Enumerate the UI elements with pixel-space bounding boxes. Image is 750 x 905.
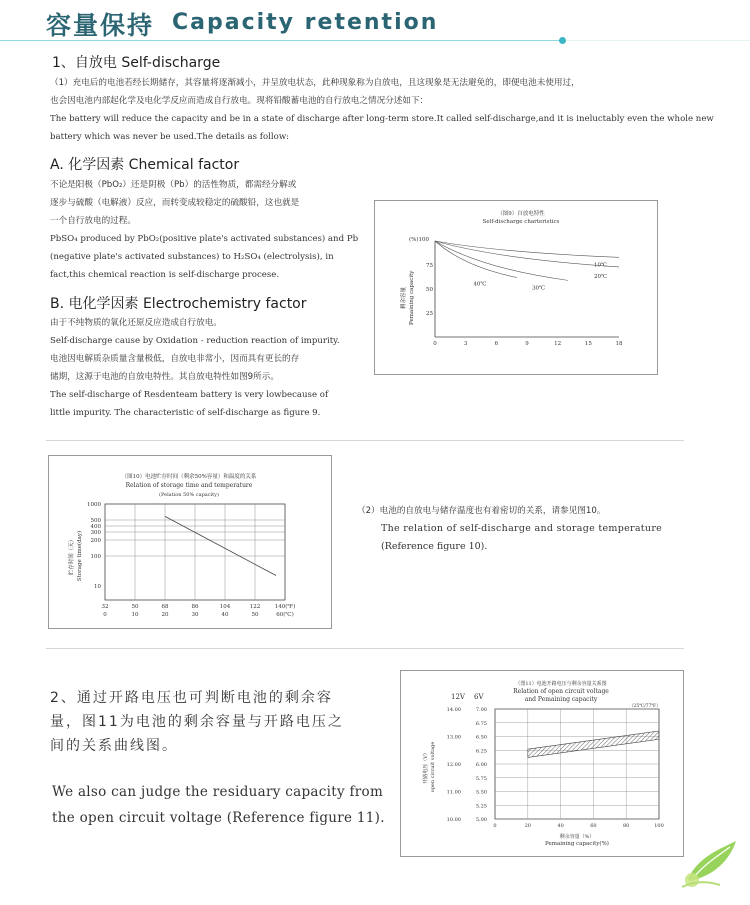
figure11-y-tick-12v: 10.00 [446, 817, 461, 823]
sectionB-line: little impurity. The characteristic of self-discharge as figure 9. [50, 408, 321, 418]
figure11-y-tick-6v: 5.75 [475, 775, 487, 782]
figure10-x-tick-c: 20 [161, 612, 169, 618]
sectionA-line: 逐步与硫酸（电解液）反应，而转变成较稳定的硫酸铅，这也就是 [50, 198, 300, 208]
figure9-title-cn: （图9）自放电特性 [497, 211, 545, 217]
figure10-y-tick-label: 10 [94, 584, 101, 590]
figure10-x-tick-c: 30 [191, 612, 199, 618]
figure11-y-tick-6v: 6.00 [475, 762, 487, 768]
figure10-y-tick-label: 100 [90, 554, 101, 560]
page-title-en: Capacity retention [172, 10, 439, 35]
figure9-ylabel-en: Pemaining capacity [409, 270, 415, 325]
figure10-title-cn: （图10）电池贮存时间（剩余50%容量）和温度的关系 [121, 474, 257, 480]
figure10-series-line [165, 516, 276, 575]
figure9-x-tick-label: 12 [554, 341, 562, 347]
section2-line: (Reference figure 10). [381, 541, 488, 552]
figure11-y-tick-6v: 6.25 [475, 748, 487, 755]
figure11-y-tick-6v: 6.50 [475, 734, 487, 741]
figure11-y-tick-6v: 5.50 [475, 789, 487, 796]
figure11-x-tick-label: 20 [524, 823, 531, 829]
section3-en-line: We also can judge the residuary capacity from [52, 784, 384, 800]
section3-en-line: the open circuit voltage (Reference figure 11). [52, 810, 385, 826]
sectionA-body [50, 176, 359, 284]
figure11-x-tick-label: 0 [493, 823, 497, 829]
section3-cn [50, 686, 370, 758]
figure10-y-tick-label: 300 [90, 530, 101, 536]
sectionA-line: 不论是阳极（PbO₂）还是阴极（Pb）的活性物质，都需经分解或 [50, 180, 297, 190]
sectionB-line: 电池因电解质杂质量含量极低，自放电非常小，因而具有更长的存 [50, 354, 300, 364]
figure11-x-tick-label: 100 [654, 823, 664, 829]
figure11-y-tick-6v: 5.25 [475, 803, 487, 810]
figure9-series-line [435, 241, 517, 277]
figure11-chart [400, 670, 684, 857]
header-rule [0, 40, 560, 41]
section-heading-chemical: A. 化学因素 Chemical factor [50, 157, 240, 173]
figure10-x-tick-f: 122 [249, 604, 261, 610]
sectionB-line: The self-discharge of Resdenteam battery is very lowbecause of [50, 390, 329, 400]
figure10-x-tick-c: 40 [221, 612, 229, 618]
figure9-x-tick-label: 6 [494, 341, 499, 347]
sectionA-line: PbSO₄ produced by PbO₂(positive plate's activated substances) and Pb [50, 234, 359, 244]
figure10-x-tick-c: 50 [251, 612, 259, 618]
figure11-title-cn: （图11）电池开路电压与剩余容量关系图 [515, 681, 607, 687]
figure11-y-tick-6v: 5.00 [475, 817, 487, 823]
header-rule-dot [559, 37, 566, 44]
figure9-x-tick-label: 0 [433, 341, 437, 347]
section-heading-electrochemistry: B. 电化学因素 Electrochemistry factor [50, 296, 307, 312]
section2-body [357, 502, 697, 556]
figure11-xlabel-en: Pemaining capacity(%) [545, 841, 609, 847]
figure11-y-tick-12v: 12.00 [446, 762, 461, 768]
figure10-y-tick-label: 200 [90, 538, 101, 544]
para-cn-2: 也会因电池内部起化学及电化学反应而造成自行放电。现将铅酸蓄电池的自行放电之情况分述如下： [50, 96, 429, 106]
figure11-svg [401, 671, 683, 856]
figure10-y-tick-label: 500 [90, 518, 101, 524]
figure11-title-en-1: Relation of open circuit voltage [513, 688, 609, 695]
para-cn-1: （1）充电后的电池若经长期储存，其容量将逐渐减小，并呈放电状态，此种现象称为自放电，且这现象是无法避免的，即便电池未使用过， [50, 78, 580, 88]
figure9-y-tick-label: 25 [426, 311, 433, 317]
figure11-x-tick-label: 60 [590, 823, 597, 829]
figure9-y-tick-label: 75 [426, 263, 433, 269]
figure9-x-tick-label: 15 [584, 341, 592, 347]
figure11-col-6v: 6V [474, 693, 484, 701]
figure11-x-tick-label: 80 [623, 823, 630, 829]
figure11-y-tick-6v: 6.75 [475, 720, 487, 727]
figure11-x-tick-label: 40 [557, 823, 564, 829]
figure9-series-line [435, 241, 619, 267]
sectionB-body [50, 314, 350, 422]
figure9-x-tick-label: 18 [615, 341, 623, 347]
sectionB-line: 由于不纯物质的氧化还原反应造成自行放电。 [50, 318, 222, 328]
figure10-x-tick-c: 0 [103, 612, 107, 618]
divider [46, 648, 684, 649]
section-heading-self-discharge: 1、自放电 Self-discharge [52, 55, 221, 71]
figure10-svg [49, 456, 331, 628]
section3-en [52, 779, 385, 831]
section3-cn-line: 2、通过开路电压也可判断电池的剩余容 [50, 690, 333, 706]
figure10-ylabel-en: Storage time(day) [77, 530, 83, 582]
figure9-x-tick-label: 9 [525, 341, 529, 347]
figure10-x-tick-f: 104 [219, 604, 231, 610]
figure9-chart [374, 200, 658, 375]
figure11-y-tick-12v: 11.00 [446, 789, 461, 796]
figure10-x-tick-f: 140(℉) [274, 604, 296, 610]
figure9-x-tick-label: 3 [463, 341, 468, 347]
figure10-y-tick-label: 400 [90, 524, 101, 530]
sectionB-line: Self-discharge cause by Oxidation - reduction reaction of impurity. [50, 336, 340, 346]
figure10-x-tick-c: 10 [131, 612, 139, 618]
figure11-ylabel-cn: 开路电压（V） [423, 750, 429, 784]
leaf-logo-icon [680, 835, 740, 895]
figure11-y-tick-6v: 7.00 [475, 707, 487, 713]
figure9-plot [426, 241, 623, 347]
section2-line: The relation of self-discharge and storage temperature [381, 523, 663, 534]
figure10-x-tick-c: 60(℃) [276, 612, 294, 618]
para-en-1: The battery will reduce the capacity and be in a state of discharge after long-term store.It called self-discharge,and it is ineluctably even the whole new [50, 114, 714, 124]
figure9-series-label: 40℃ [473, 281, 487, 288]
figure9-ylabel-cn: 剩余容量 [401, 286, 407, 309]
figure9-series-label: 10℃ [594, 262, 608, 269]
figure10-title-en: Relation of storage time and temperature [125, 482, 253, 489]
sectionA-line: 一个自行放电的过程。 [50, 216, 136, 226]
figure11-title-en-2: and Pemaining capacity [524, 696, 598, 703]
figure11-y-tick-12v: 14.00 [446, 707, 461, 713]
figure11-y-tick-12v: 13.00 [446, 734, 461, 741]
figure11-xlabel-cn: 剩余容量（%） [559, 834, 595, 840]
figure10-y-tick-label: 1000 [87, 502, 101, 508]
figure9-y-top-label: (%)100 [409, 237, 430, 243]
figure10-chart [48, 455, 332, 629]
section3-cn-line: 间的关系曲线图。 [50, 738, 178, 754]
figure10-x-tick-f: 86 [191, 604, 199, 610]
figure10-x-tick-f: 50 [131, 604, 139, 610]
figure11-ylabel-en: open circuit voltage [430, 741, 436, 793]
section3-cn-line: 量，图11为电池的剩余容量与开路电压之 [50, 714, 344, 730]
figure10-plot [87, 502, 295, 618]
figure11-col-12v: 12V [451, 693, 465, 701]
figure10-x-tick-f: 68 [161, 604, 169, 610]
sectionA-line: fact,this chemical reaction is self-discharge procese. [50, 270, 280, 280]
section2-line: （2）电池的自放电与储存温度也有着密切的关系，请参见图10。 [357, 506, 606, 516]
figure10-x-tick-f: 32 [101, 604, 109, 610]
figure11-note: （25℃/77℉） [629, 704, 661, 709]
sectionB-line: 储期，这源于电池的自放电特性。其自放电特性如图9所示。 [50, 372, 279, 382]
figure11-plot [447, 707, 664, 829]
figure9-svg [375, 201, 657, 374]
page-title-cn: 容量保持 [46, 11, 155, 40]
header-rule-tail [566, 40, 750, 41]
figure9-series-label: 20℃ [594, 273, 608, 280]
figure9-y-tick-label: 50 [426, 287, 433, 293]
figure9-series-label: 30℃ [532, 285, 546, 292]
figure10-ylabel-cn: 贮存时间（天） [69, 536, 75, 576]
figure10-subtitle: (Pelation 50% capacity) [159, 492, 219, 498]
figure9-title-en: Self-discharge charteristics [482, 219, 560, 225]
para-en-2: battery which was never be used.The details as follow: [50, 132, 290, 142]
section1-body [50, 74, 714, 146]
divider [46, 440, 684, 441]
sectionA-line: (negative plate's activated substances) to H₂SO₄ (electrolysis), in [50, 252, 334, 262]
